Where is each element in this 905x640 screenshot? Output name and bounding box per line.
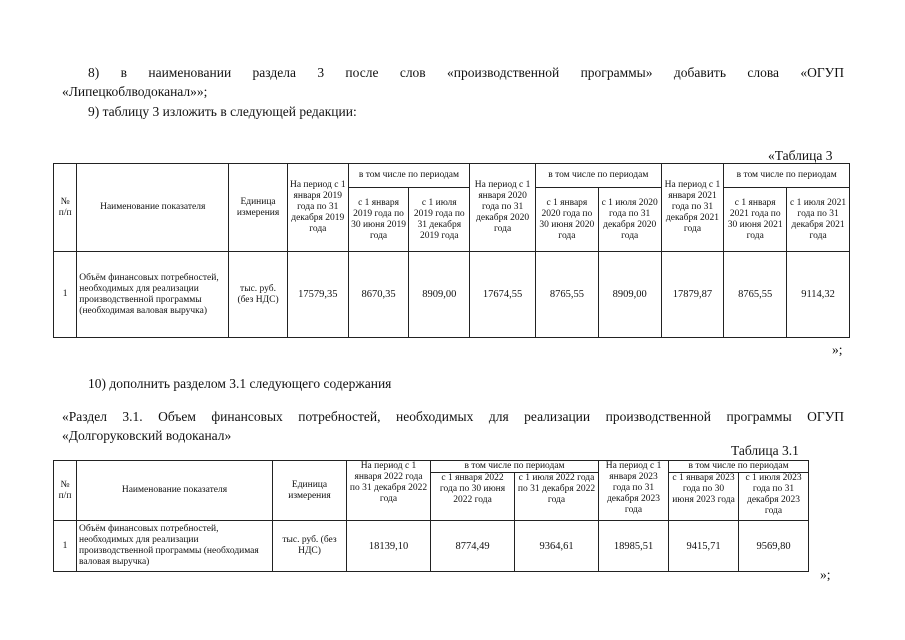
header-2023-period: На период с 1 января 2023 года по 31 декабря 2023 года: [599, 461, 669, 521]
cell-2019-h2: 8909,00: [409, 252, 470, 338]
header-unit: Единица измерения: [229, 164, 288, 252]
header-2020-h2: с 1 июля 2020 года по 31 декабря 2020 года: [598, 188, 661, 252]
header-2021-period: На период с 1 января 2021 года по 31 декабря 2021 года: [661, 164, 724, 252]
header-2021-h1: с 1 января 2021 года по 30 июня 2021 года: [724, 188, 787, 252]
cell-2022: 18139,10: [347, 521, 431, 572]
cell-2020-h2: 8909,00: [598, 252, 661, 338]
header-unit: Единица измерения: [273, 461, 347, 521]
header-2022-h1: с 1 января 2022 года по 30 июня 2022 года: [431, 473, 515, 521]
table-3-1: [53, 460, 809, 572]
header-2022-h2: с 1 июля 2022 года по 31 декабря 2022 года: [515, 473, 599, 521]
section-3-1-title-line-1: «Раздел 3.1. Объем финансовых потребностей, необходимых для реализации производственной программы ОГУП: [62, 409, 844, 424]
header-2023-h1: с 1 января 2023 года по 30 июня 2023 года: [669, 473, 739, 521]
header-num: № п/п: [54, 164, 77, 252]
cell-unit: тыс. руб. (без НДС): [273, 521, 347, 572]
header-num: № п/п: [54, 461, 77, 521]
cell-unit: тыс. руб. (без НДС): [229, 252, 288, 338]
para-9: 9) таблицу 3 изложить в следующей редакции:: [88, 104, 357, 119]
table-3: [53, 163, 850, 338]
section-3-1-title-line-2: «Долгоруковский водоканал»: [62, 428, 232, 443]
header-name: Наименование показателя: [77, 461, 273, 521]
header-2022-period: На период с 1 января 2022 года по 31 декабря 2022 года: [347, 461, 431, 521]
cell-2021: 17879,87: [661, 252, 724, 338]
cell-2021-h2: 9114,32: [787, 252, 850, 338]
header-2019-h1: с 1 января 2019 года по 30 июня 2019 года: [348, 188, 409, 252]
header-2021-group: в том числе по периодам: [724, 164, 850, 188]
header-2019-period: На период с 1 января 2019 года по 31 декабря 2019 года: [287, 164, 348, 252]
para-10: 10) дополнить разделом 3.1 следующего содержания: [88, 376, 392, 391]
header-name: Наименование показателя: [77, 164, 229, 252]
cell-num: 1: [54, 521, 77, 572]
header-2020-period: На период с 1 января 2020 года по 31 декабря 2020 года: [470, 164, 536, 252]
cell-2019: 17579,35: [287, 252, 348, 338]
cell-2023-h2: 9569,80: [739, 521, 809, 572]
header-2022-group: в том числе по периодам: [431, 461, 599, 473]
cell-2022-h1: 8774,49: [431, 521, 515, 572]
cell-num: 1: [54, 252, 77, 338]
table-3-closing: »;: [832, 342, 843, 357]
cell-2023-h1: 9415,71: [669, 521, 739, 572]
cell-name: Объём финансовых потребностей, необходимых для реализации производственной программы (необходимая валовая выручка): [77, 521, 273, 572]
cell-2023: 18985,51: [599, 521, 669, 572]
header-2020-h1: с 1 января 2020 года по 30 июня 2020 года: [535, 188, 598, 252]
cell-2021-h1: 8765,55: [724, 252, 787, 338]
table-3-1-caption: Таблица 3.1: [731, 443, 799, 458]
cell-2022-h2: 9364,61: [515, 521, 599, 572]
header-2023-group: в том числе по периодам: [669, 461, 809, 473]
cell-2020-h1: 8765,55: [535, 252, 598, 338]
para-8-line-1: 8) в наименовании раздела 3 после слов «производственной программы» добавить слова «ОГУП: [88, 65, 844, 80]
table-3-1-closing: »;: [820, 567, 831, 582]
header-2023-h2: с 1 июля 2023 года по 31 декабря 2023 года: [739, 473, 809, 521]
header-2021-h2: с 1 июля 2021 года по 31 декабря 2021 года: [787, 188, 850, 252]
cell-2020: 17674,55: [470, 252, 536, 338]
para-8-line-2: «Липецкоблводоканал»»;: [62, 84, 208, 99]
header-2019-h2: с 1 июля 2019 года по 31 декабря 2019 года: [409, 188, 470, 252]
table-row: [54, 521, 809, 572]
header-2020-group: в том числе по периодам: [535, 164, 661, 188]
header-2019-group: в том числе по периодам: [348, 164, 470, 188]
cell-name: Объём финансовых потребностей, необходимых для реализации производственной программы (необходимая валовая выручка): [77, 252, 229, 338]
cell-2019-h1: 8670,35: [348, 252, 409, 338]
table-3-caption: «Таблица 3: [768, 148, 833, 163]
table-row: [54, 252, 850, 338]
